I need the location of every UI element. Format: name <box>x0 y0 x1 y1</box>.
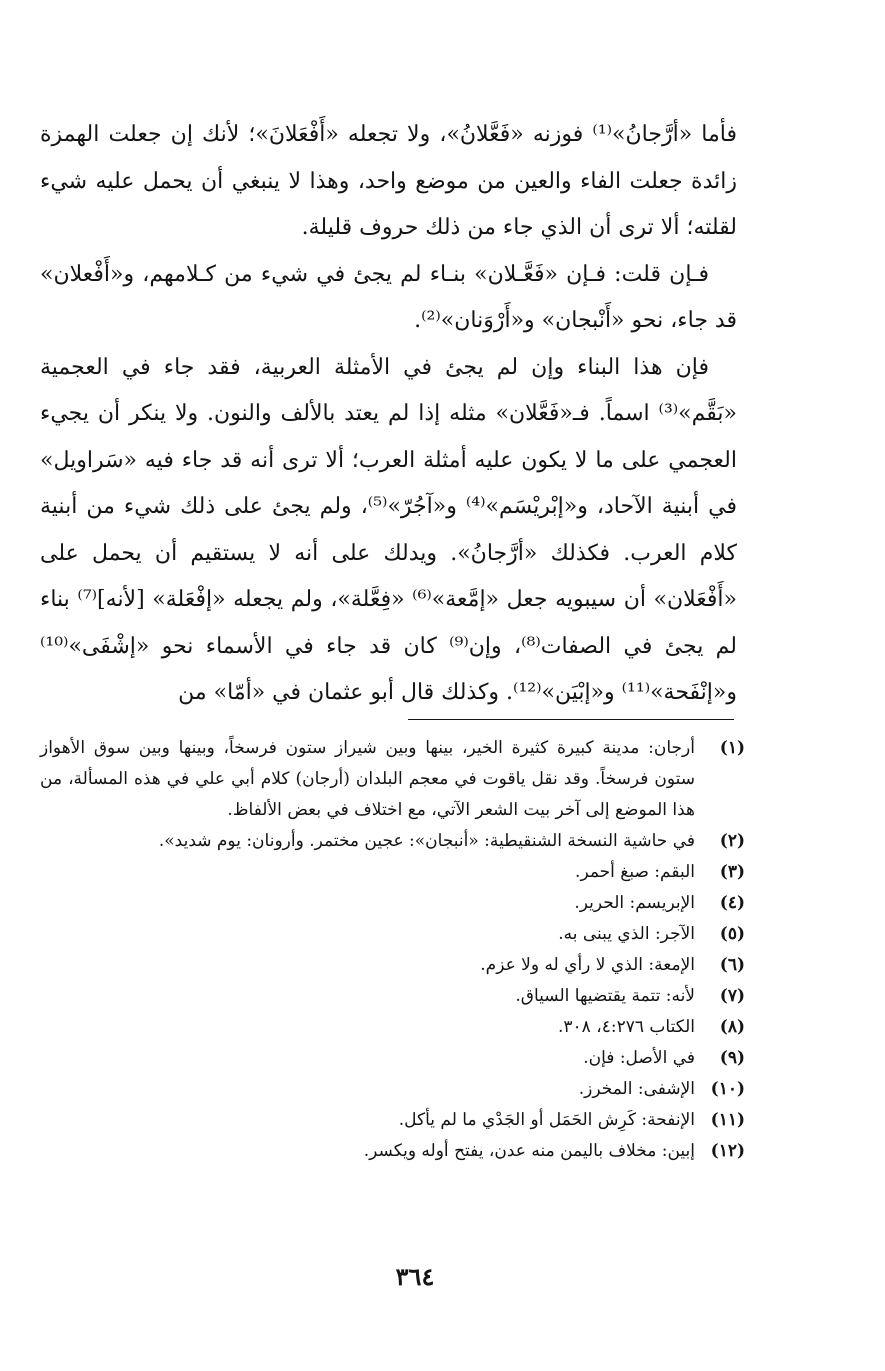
footnote-number: (١) <box>719 738 745 758</box>
footnote <box>40 826 745 857</box>
footnote <box>40 733 745 826</box>
footnote-text: الآجر: الذي يبنى به. <box>558 924 695 944</box>
footnote-text: لأنه: تتمة يقتضيها السياق. <box>515 986 695 1006</box>
footnote-separator <box>408 719 734 720</box>
footnote <box>40 1105 745 1136</box>
footnote <box>40 1136 745 1167</box>
paragraph-1: فأما «أرَّجانُ»⁽¹⁾ فوزنه «فَعَّلانُ»، ولا تجعله «أَفْعَلانَ»؛ لأنك إن جعلت الهمزة زائدة جعلت الفاء والعين من موضع واحد، وهذا لا ينبغي أن يحمل عليه شيء لقلته؛ ألا ترى أن الذي جاء من ذلك حروف قليلة. <box>40 122 737 240</box>
footnote-number: (٥) <box>719 924 745 944</box>
footnote-number: (٩) <box>719 1048 745 1068</box>
paragraph-2: فـإن قلت: فـإن «فَعَّـلان» بنـاء لم يجئ في شيء من كـلامهم، و«أَفْعلان» قد جاء، نحو «أَنْبجان» و«أَرْوَنان»⁽²⁾. <box>40 261 737 333</box>
footnote <box>40 950 745 981</box>
footnote-text: في الأصل: فإن. <box>583 1048 695 1068</box>
footnote-number: (٦) <box>719 955 745 975</box>
footnote-number: (١٢) <box>710 1141 745 1161</box>
footnote-number: (١١) <box>710 1110 745 1130</box>
footnote-number: (٧) <box>719 986 745 1006</box>
page-number: ٣٦٤ <box>395 1262 435 1291</box>
footnote-number: (٢) <box>719 831 745 851</box>
footnote <box>40 919 745 950</box>
footnote-text: أرجان: مدينة كبيرة كثيرة الخير، بينها وبين شيراز ستون فرسخاً، وبينها وبين سوق الأهواز ستون فرسخاً. وقد نقل ياقوت في معجم البلدان (أرجان) كلام أبي علي في هذه المسألة، من هذا الموضع إلى آخر بيت الشعر الآتي، مع اختلاف في بعض الألفاظ. <box>40 738 695 820</box>
paragraph-3: فإن هذا البناء وإن لم يجئ في الأمثلة العربية، فقد جاء في العجمية «بَقَّم»⁽³⁾ اسماً. فـ«فَعَّلان» مثله إذا لم يعتد بالألف والنون. ولا ينكر أن يجيء العجمي على ما لا يكون عليه أمثلة العرب؛ ألا ترى أنه قد جاء فيه «سَراويل» في أبنية الآحاد، و«إبْريْسَم»⁽⁴⁾ و«آجُرّ»⁽⁵⁾، ولم يجئ على ذلك شيء من أبنية كلام العرب. فكذلك «أرَّجانُ». ويدلك على أنه لا يستقيم أن يحمل على «أَفْعَلان» أن سيبويه جعل «إمَّعة»⁽⁶⁾ «فِعَّلة»، ولم يجعله «إفْعَلة» [لأنه]⁽⁷⁾ بناء لم يجئ في الصفات⁽⁸⁾، وإن⁽⁹⁾ كان قد جاء في الأسماء نحو «إشْفَى»⁽¹⁰⁾ و«إنْفَحة»⁽¹¹⁾ و«إبْيَن»⁽¹²⁾. وكذلك قال أبو عثمان في «أمّا» من <box>40 354 738 705</box>
footnote <box>40 1043 745 1074</box>
footnote <box>40 888 745 919</box>
footnote-text: الإبريسم: الحرير. <box>574 893 695 913</box>
footnote-text: في حاشية النسخة الشنقيطية: «أنبجان»: عجين مختمر. وأرونان: يوم شديد». <box>158 831 695 851</box>
footnote-text: إبين: مخلاف باليمن منه عدن، يفتح أوله ويكسر. <box>363 1141 695 1161</box>
footnote-text: الإنفحة: كَرِش الحَمَل أو الجَدْي ما لم يأكل. <box>398 1110 695 1130</box>
footnote <box>40 1012 745 1043</box>
footnote <box>40 1074 745 1105</box>
footnote-text: البقم: صبغ أحمر. <box>575 862 695 882</box>
footnote-number: (١٠) <box>710 1079 745 1099</box>
footnote-text: الإمعة: الذي لا رأي له ولا عزم. <box>480 955 695 975</box>
footnote-number: (٤) <box>719 893 745 913</box>
footnote-number: (٨) <box>719 1017 745 1037</box>
footnote-number: (٣) <box>719 862 745 882</box>
main-text <box>40 112 737 717</box>
footnote-text: الإشفى: المخرز. <box>578 1079 695 1099</box>
footnote-text: الكتاب ٤:٢٧٦، ٣٠٨. <box>558 1017 695 1037</box>
footnote <box>40 857 745 888</box>
footnote <box>40 981 745 1012</box>
footnotes <box>40 733 745 1167</box>
